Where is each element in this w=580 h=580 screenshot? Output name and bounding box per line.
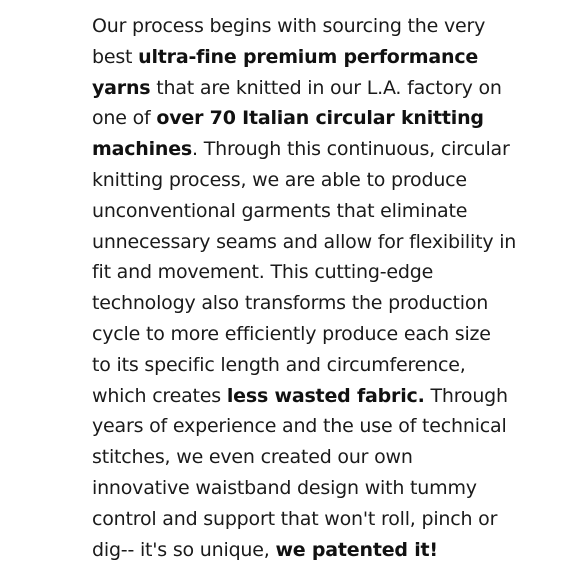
text-line (92, 257, 562, 288)
text-line (92, 535, 562, 566)
text-line (92, 134, 562, 165)
bold-text: yarns (92, 76, 151, 99)
text-line (92, 288, 562, 319)
text-run: cycle to more efficiently produce each size (92, 322, 491, 345)
text-line (92, 165, 562, 196)
bold-text: less wasted fabric. (226, 384, 425, 407)
text-line (92, 42, 562, 73)
body-paragraph (92, 11, 562, 565)
text-run: to its specific length and circumference, (92, 353, 466, 376)
text-run: years of experience and the use of technical (92, 415, 507, 438)
bold-text: we patented it! (275, 538, 438, 561)
text-line (92, 103, 562, 134)
text-line (92, 319, 562, 350)
text-run: unconventional garments that eliminate (92, 199, 468, 222)
text-run: knitting process, we are able to produce (92, 168, 467, 191)
text-run: best (92, 45, 139, 68)
text-run: that are knitted in our L.A. factory on (150, 76, 502, 99)
text-line (92, 73, 562, 104)
text-run: control and support that won't roll, pinch or (92, 507, 498, 530)
bold-text: ultra-fine premium performance (138, 45, 479, 68)
text-run: technology also transforms the production (92, 292, 489, 315)
text-run: stitches, we even created our own (92, 446, 413, 469)
text-run: Through (424, 384, 508, 407)
text-line (92, 504, 562, 535)
text-line (92, 411, 562, 442)
text-run: innovative waistband design with tummy (92, 476, 477, 499)
bold-text: over 70 Italian circular knitting (156, 107, 484, 130)
text-run: dig-- it's so unique, (92, 538, 276, 561)
text-line (92, 381, 562, 412)
text-line (92, 11, 562, 42)
text-run: one of (92, 107, 157, 130)
text-run: fit and movement. This cutting-edge (92, 261, 434, 284)
text-run: unnecessary seams and allow for flexibility in (92, 230, 517, 253)
text-line (92, 196, 562, 227)
text-line (92, 227, 562, 258)
text-line (92, 350, 562, 381)
text-run: Our process begins with sourcing the very (92, 15, 486, 37)
bold-text: machines (92, 138, 193, 161)
text-line (92, 442, 562, 473)
text-line (92, 473, 562, 504)
text-run: . Through this continuous, circular (192, 138, 510, 161)
text-run: which creates (92, 384, 227, 407)
